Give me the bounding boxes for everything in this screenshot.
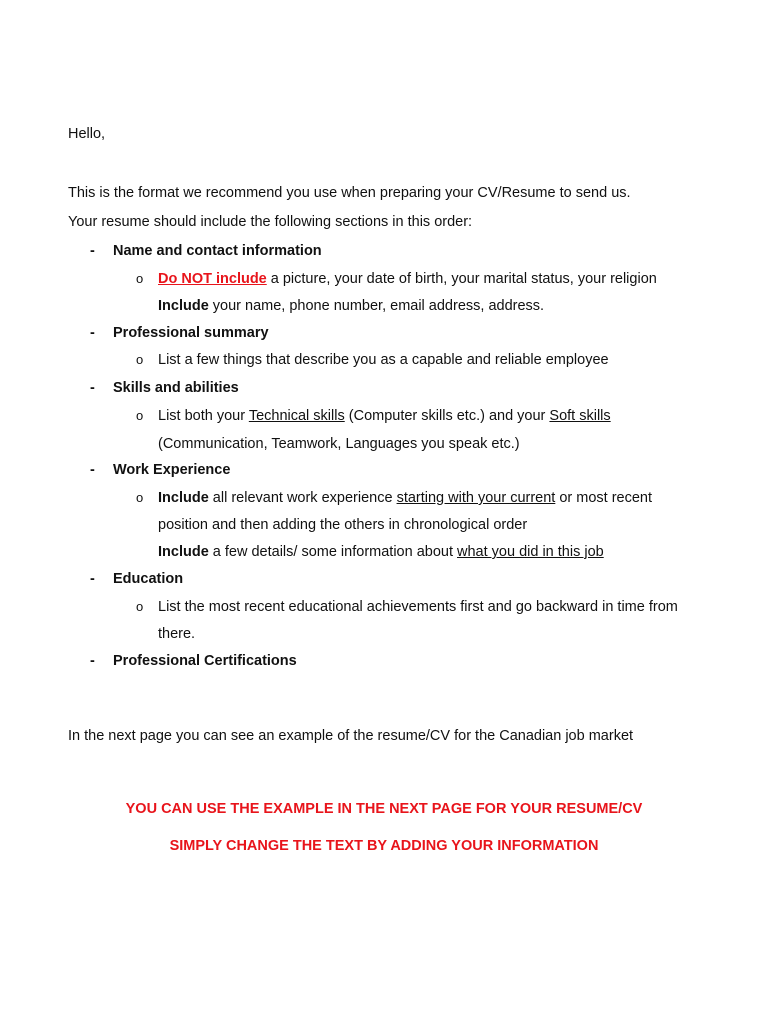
section-heading-skills: Skills and abilities bbox=[113, 380, 239, 396]
summary-item: List a few things that describe you as a capable and reliable employee bbox=[158, 352, 609, 368]
do-not-include-label: Do NOT include bbox=[158, 271, 267, 287]
section-heading-work: Work Experience bbox=[113, 462, 231, 478]
do-not-include-text: a picture, your date of birth, your marital status, your religion bbox=[266, 271, 657, 287]
next-page-note: In the next page you can see an example of the resume/CV for the Canadian job market bbox=[68, 728, 634, 744]
soft-skills-text: Soft skills bbox=[549, 408, 611, 424]
starting-current-text: starting with your current bbox=[396, 490, 556, 506]
skills-line-2: (Communication, Teamwork, Languages you speak etc.) bbox=[158, 436, 520, 452]
circle-bullet: o bbox=[136, 490, 144, 505]
section-heading-name-contact: Name and contact information bbox=[113, 243, 322, 259]
what-you-did-text: what you did in this job bbox=[457, 544, 604, 560]
notice-line-1: YOU CAN USE THE EXAMPLE IN THE NEXT PAGE FOR YOUR RESUME/CV bbox=[125, 801, 643, 817]
circle-bullet: o bbox=[136, 271, 144, 286]
include-label: Include bbox=[158, 490, 209, 506]
dash-bullet: - bbox=[90, 380, 95, 396]
circle-bullet: o bbox=[136, 352, 144, 367]
dash-bullet: - bbox=[90, 653, 95, 669]
work-text: a few details/ some information about bbox=[208, 544, 458, 560]
dash-bullet: - bbox=[90, 325, 95, 341]
dash-bullet: - bbox=[90, 462, 95, 478]
include-label: Include bbox=[158, 544, 209, 560]
work-line-1 bbox=[158, 489, 652, 507]
technical-skills-text: Technical skills bbox=[248, 408, 345, 424]
dash-bullet: - bbox=[90, 571, 95, 587]
notice-line-2: SIMPLY CHANGE THE TEXT BY ADDING YOUR INFORMATION bbox=[169, 838, 599, 854]
intro-line-2: Your resume should include the following sections in this order: bbox=[68, 214, 473, 230]
work-text: all relevant work experience bbox=[208, 490, 397, 506]
education-line-2: there. bbox=[158, 626, 196, 642]
name-contact-exclude-line bbox=[158, 270, 657, 288]
section-heading-education: Education bbox=[113, 571, 184, 587]
circle-bullet: o bbox=[136, 599, 144, 614]
dash-bullet: - bbox=[90, 243, 95, 259]
include-label: Include bbox=[158, 298, 209, 314]
intro-line-1: This is the format we recommend you use when preparing your CV/Resume to send us. bbox=[68, 185, 631, 201]
section-heading-summary: Professional summary bbox=[113, 325, 269, 341]
name-contact-include-line bbox=[158, 297, 544, 315]
work-line-2: position and then adding the others in chronological order bbox=[158, 517, 528, 533]
work-line-3 bbox=[158, 543, 604, 561]
include-text: your name, phone number, email address, address. bbox=[208, 298, 545, 314]
circle-bullet: o bbox=[136, 408, 144, 423]
education-line-1: List the most recent educational achievements first and go backward in time from bbox=[158, 599, 678, 615]
skills-line-1 bbox=[158, 407, 611, 425]
work-text: or most recent bbox=[555, 490, 653, 506]
skills-text: List both your bbox=[158, 408, 249, 424]
section-heading-certifications: Professional Certifications bbox=[113, 653, 297, 669]
skills-text: (Computer skills etc.) and your bbox=[344, 408, 550, 424]
greeting: Hello, bbox=[68, 126, 106, 142]
